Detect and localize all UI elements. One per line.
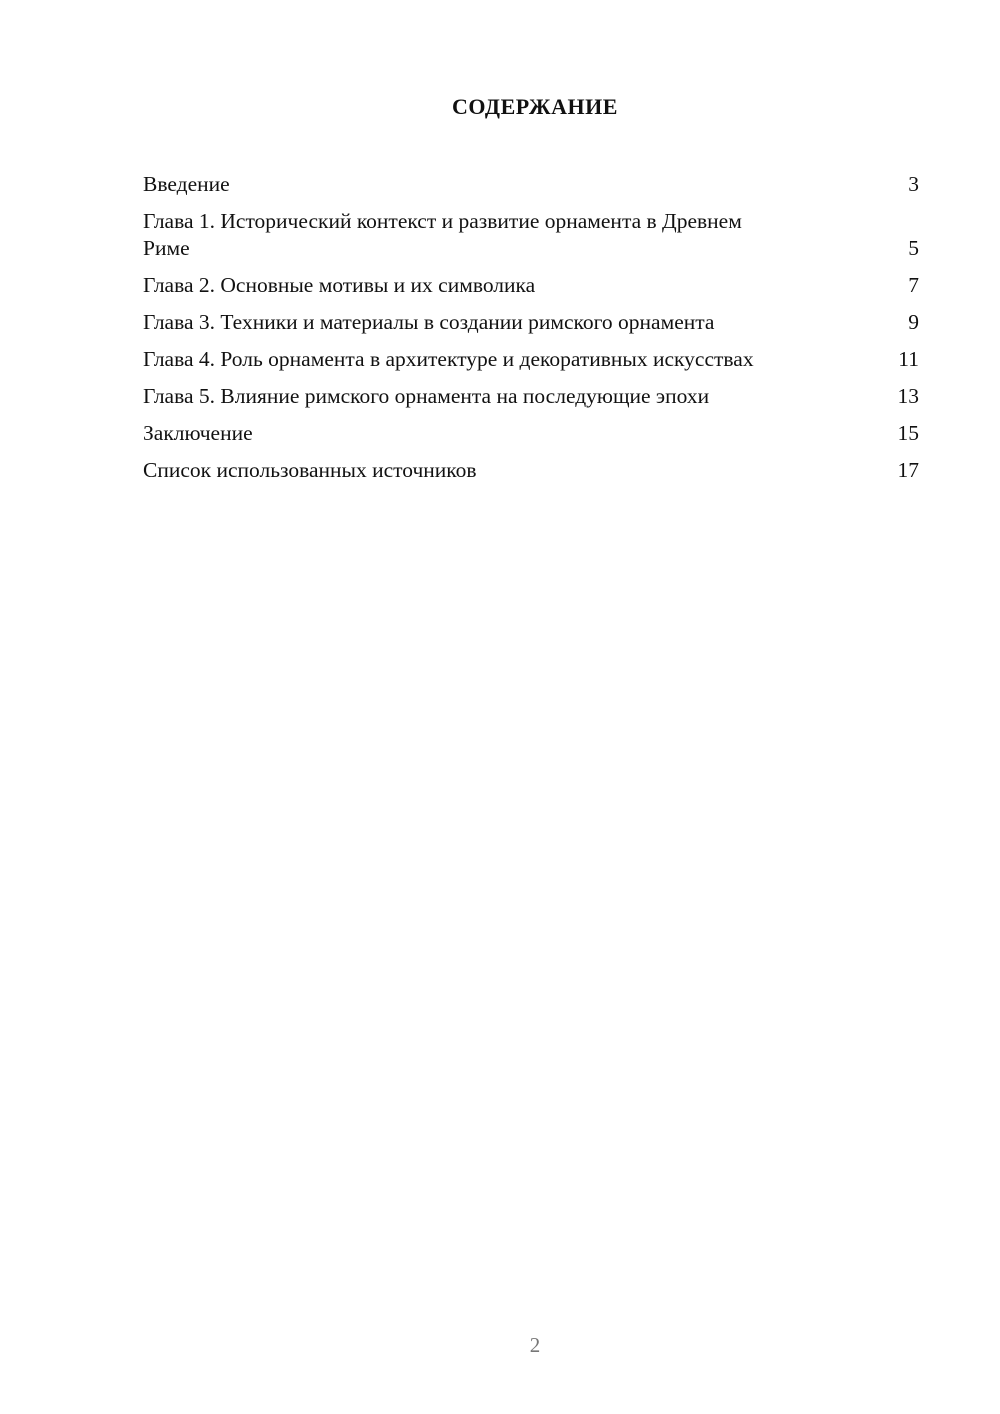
toc-entry-page: 15: [897, 421, 919, 445]
toc-entry-page: 17: [897, 458, 919, 482]
toc-entry-label: Глава 5. Влияние римского орнамента на последующие эпохи: [143, 384, 710, 408]
toc-entry-page: 11: [898, 347, 919, 371]
toc-entry-page: 7: [908, 273, 919, 297]
toc-entry-introduction: [143, 171, 919, 198]
toc-entry-label: Глава 4. Роль орнамента в архитектуре и декоративных искусствах: [143, 347, 754, 371]
toc-entry-page: 5: [908, 236, 919, 260]
toc-entry-label: Глава 2. Основные мотивы и их символика: [143, 273, 536, 297]
toc-entry-chapter-5: [143, 383, 919, 410]
toc-entry-conclusion: [143, 420, 919, 447]
toc-entry-label: Введение: [143, 172, 230, 196]
toc-entry-chapter-2: [143, 272, 919, 299]
toc-entry-label: Заключение: [143, 421, 253, 445]
toc-entry-chapter-3: [143, 309, 919, 336]
toc-entry-references: [143, 457, 919, 484]
toc-entry-page: 9: [908, 310, 919, 334]
toc-entry-label: Глава 3. Техники и материалы в создании римского орнамента: [143, 310, 715, 334]
toc-entry-page: 3: [908, 172, 919, 196]
page-number: 2: [529, 1333, 541, 1357]
toc-entry-page: 13: [897, 384, 919, 408]
toc-entry-label: Глава 1. Исторический контекст и развитие орнамента в Древнем Риме: [143, 209, 742, 260]
toc-entry-label: Список использованных источников: [143, 458, 477, 482]
toc-entry-chapter-4: [143, 346, 919, 373]
page-title: СОДЕРЖАНИЕ: [452, 94, 618, 119]
table-of-contents: [143, 171, 919, 494]
toc-entry-chapter-1: [143, 208, 919, 262]
